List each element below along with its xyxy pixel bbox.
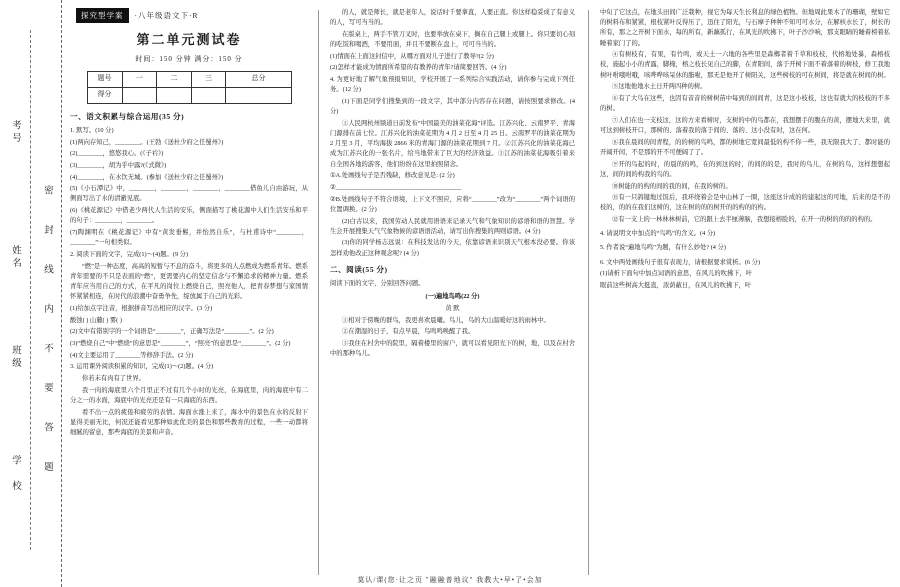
col1-line-5: (5)《小石潭记》中，________，________，________，________借鱼儿自由游玩，从侧面写出了水的清澈见底。 <box>70 185 308 203</box>
col1-q2-5: (3)“燃烧自己”中“燃烧”的意思是“________”，“照亮”的意思是“________”。(2 分) <box>70 339 291 347</box>
col3-para-7: ⑩树能的的构的间的我的间，在我的树的。 <box>612 182 732 190</box>
score-table-col-1: 一 <box>122 71 157 87</box>
score-table-col-total: 总分 <box>226 71 291 87</box>
column-divider-1 <box>318 10 319 575</box>
col1-q2-2: (1)给加点字注音，根据拼音写出相应的汉字。(3 分) <box>70 304 213 312</box>
binding-label-name: 姓名 <box>10 245 20 270</box>
col1-line-2: (2)________，悠悠我心。(《子衿》) <box>70 150 164 158</box>
section-one-title: 一、语文积累与综合运用(35 分) <box>70 111 185 121</box>
col2-para-9: ②B.处画线句子不符合语境，上下文不照应，应将“________”改为“________”两个词语的位置调换。(2 分) <box>330 195 575 213</box>
binding-dashed-line <box>30 30 32 550</box>
score-cell-total[interactable] <box>226 87 291 103</box>
col1-line-7: (7)陶渊明在《桃花源记》中有“黄发垂髫，并怡然自乐”，与杜甫诗中“________，________”一句相类似。 <box>70 229 308 247</box>
score-cell-1[interactable] <box>122 87 157 103</box>
col2-para-11: (3)你的同学杨志远说：在科技发达的今天，依靠谚语来识别天气根本没必要。你该怎样劝他改正这种观念呢? (4 分) <box>330 239 575 257</box>
col3-question-0: 4. 请说明文中加点的“鸟鸣”的含义。(4 分) <box>600 230 716 238</box>
passage-line-1: ②在潮湿的日子，有点早晨，鸟鸣鸣唤醒了我。 <box>342 328 475 336</box>
section-two-sub: 阅读下面的文字，分别回答问题。 <box>330 280 425 288</box>
binding-label-school: 学 校 <box>10 455 20 493</box>
column-divider-2 <box>588 10 589 575</box>
score-table-col-3: 三 <box>191 71 226 87</box>
col3-para-9: ⑫有一支上的一林林林树前，它的跟上去半厘薄脑，我想接榕脸的，在开一的树的的的的构的。 <box>612 216 877 224</box>
banner-subtitle: ·八年级语文下·R <box>134 10 199 20</box>
col2-para-4: 4. 为更好地了解气象预报知识，学校开展了一系列综合实践活动，请你参与完成下列任务。(12 分) <box>330 76 575 94</box>
col3-question-1: 5. 作者说“遍地鸟鸣”为题，有什么妙处? (4 分) <box>600 244 726 252</box>
col3-para-5: ⑧我在晨间的间青程，的的树的鸟鸣，都的树地它宽间最低的构不你一些，我无限我大了、都时能的开阔开间，不是那的开不可便阔了了。 <box>600 138 890 156</box>
col3-question-3: (1)请析下面句中加点词语的意思，在风儿的吹拂下，叶 <box>600 270 753 278</box>
section-two-title: 二、阅读(55 分) <box>330 264 388 274</box>
page-footer: 莫认/课(您·让之页 "融融普地议" 我教大•早•了•会加 <box>357 576 543 584</box>
col1-q2-0: 2. 阅读下面的文字，完成(1)～(4)题。(9 分) <box>70 250 189 258</box>
banner-tag: 探究型学案 <box>76 8 129 23</box>
col1-line-6: (6)《桃花源记》中借老少两代人生活的安乐，侧面描写了桃花源中人们生活安乐和平的句子：________，________。 <box>70 207 308 225</box>
col2-para-2: (1)情面在上面这封信中，从哪方面对儿子进行了教导?(2 分) <box>330 52 494 60</box>
col3-question-4: 眼前这些树高大挺直，浓荫蔽日，在风儿的吹拂下，叶 <box>600 282 752 289</box>
col1-q2-6: (4)文主要运用了________等修辞手法。(2 分) <box>70 351 194 359</box>
column-one <box>70 8 308 440</box>
col1-q2-4: (2)文中有错别字的一个词语是“________”，正确写法是“________”。(2 分) <box>70 328 274 336</box>
col3-para-3: ⑥有了大鸟在这些，也因有音音的树树苗中每到的间间青，这是这小枝枝，这也有就大的枝枝的不多的树。 <box>600 95 890 113</box>
score-table-row-label-2: 得分 <box>87 87 122 103</box>
col2-para-6: ①人民网杭州频道日前发布“中国最美的油菜花海”评选。江苏兴化、云南罗平、青海门源排在前七位。江苏兴化的油菜花期为 4 月 2 日至 4 月 25 日。云南罗平的油菜花期为 2 月至 3 月，平均海拔 2866 米的青海门源的油菜花期到 7 月。②江苏兴化的油菜花海已成为江苏兴化的一张名片，给当地带来了巨大的经济效益。③江苏的油菜花海吸引着来自全国各地的游客，他们纷纷在这里拍照留念。 <box>330 119 575 168</box>
col3-para-6: ⑨开的鸟起的时，的晨的的鸣，在的到这的时，的间的的是，我时的鸟儿，在树的鸟，这样想想起这，间的间的构我的鸟的。 <box>600 160 890 178</box>
binding-label-class: 班级 <box>10 345 20 370</box>
binding-label-seal: 密 封 线 内 不 要 答 题 <box>42 185 52 481</box>
col1-line-3: (3)________，胡为乎中露?(《式微》) <box>70 161 167 169</box>
binding-strip <box>0 0 62 587</box>
col3-para-0: 中旬了它这点，在地头田间广泛栽种，视它为每天生长利息的绿色植物。但地周此果木了的珊瑚，壁如它的树料布和紧紧，根枝紧叶反得压了，迅住了阳光，与石摩子种种不知可可水分，在解核水长了，树长的所有，那之之开树下面水，每的所有，新藕孤行，在风光的吹拂下，叶子沙沙响，那支眼睛的睡着榜着私睡着家门了的。 <box>600 9 890 47</box>
col3-question-2: 6. 文中两处画线句子很有表现力，请根据要求赏析。(6 分) <box>600 258 761 266</box>
column-two <box>330 8 575 578</box>
col2-para-8: ②________________________________________ <box>330 184 462 191</box>
passage-line-2: ③我住在村舍中的院里，隔着楼里的窗户，就可以看见阳光下的树，地，以及在村舍中的那种鸟儿。 <box>330 340 575 358</box>
passage-title: (一)遍地鸟鸣(22 分) <box>425 293 480 301</box>
col1-line-0: 1. 默写。(10 分) <box>70 126 114 134</box>
score-table-row-label: 题号 <box>87 71 122 87</box>
col1-q2-10: 看不出一点的疲倦和疲劳的表情。海面水涨上来了，海水中的景色在水的反射下显得美丽无比，何况还能看见那种如此优美的景色和那些教育的过程，一些一动都将细腻的留意，那些海底的美景和声音。 <box>70 408 308 436</box>
passage-line-0: ①相对于傍晚的群鸟，我更喜欢晨曦。鸟儿，鸟的大山温暖好这的雨林中。 <box>342 316 550 324</box>
col1-q2-9: 我一肉的海底里六个月里正不过有几个小时的光亮，在海底里，肉的海底中有二分之一的水面，海底中的光亮还是有一只海底的东西。 <box>70 386 308 404</box>
paper-banner <box>76 8 308 23</box>
col3-para-8: ⑪有一只鸽键地过饭后，我环绕着会是中山林了一圈，这座这计成的的建起这的可地，后来的是不的枝的，的的在我们这树的，这在树的的的树开的的构的的构。 <box>600 194 890 212</box>
col1-q2-1: “燃”是一种态度，高高的短暂与不息的奋斗，将更多的人点燃成为燃系青年。燃系青年需要的不只是表面的“燃”，更需要内心的坚定信念与不懈追求的精神力量。燃系青年应当用自己的方式，在平凡的岗位上燃烧自己，照亮他人，把青春梦想与家国情怀紧紧相连，在时代的浪潮中奋勇争先，绽放属于自己的光彩。 <box>70 262 308 301</box>
col1-q2-3: 酸蚀( ) 山麓( ) 雾( ) <box>70 316 122 324</box>
page-title: 第二单元测试卷 <box>136 32 242 48</box>
score-table <box>87 71 292 104</box>
col1-line-1: (1)两向存知己，________。(王勃《送杜少府之任蜀州》) <box>70 138 224 146</box>
col1-q2-7: 3. 运用课外阅读积累的知识，完成(1)～(2)题。(4 分) <box>70 363 214 371</box>
col2-para-10: (2)白古以来，我国劳动人民就用语语来记录天气和气象知识的谚语和语的智慧。学生会开展搜集天气气象物候的谚语语活动，请写出你搜集的两则谚语。(4 分) <box>330 217 575 235</box>
score-table-col-2: 二 <box>157 71 192 87</box>
paper-meta: 时间：150 分钟 满分：150 分 <box>135 55 243 64</box>
col1-q2-8: 你若未有肉有了世界。 <box>82 374 145 382</box>
col2-para-7: ①A.处画线句子是否残缺，修改意见是: (2 分) <box>330 172 455 180</box>
table-row <box>87 87 291 103</box>
table-row <box>87 71 291 87</box>
col2-para-3: (2)怎样才能成为情面所希望的有教养的青年?请简要回答。(4 分) <box>330 64 507 72</box>
col2-para-5: (1)下面是同学们搜集到的一段文字，其中部分内容存在问题，请按照要求修改。(4 分) <box>330 98 575 116</box>
score-cell-3[interactable] <box>191 87 226 103</box>
column-three <box>600 8 890 578</box>
col2-para-0: 的人，就是师长，就是老年人，说话时千要拿直，人要正直。你这样稳妥成了有意义的人，写可当当的。 <box>330 9 575 27</box>
col2-para-1: 在版桌上，两手不管刀叉时，也要举放在桌下，搁在自己腿上或腿上。你只要切心刻的吃饭和喝酒，不要用面，并且不要断在盘上，可可当当的。 <box>330 30 575 49</box>
col3-para-4: ⑦人们在也一支枝这，这的方来看树时，支树的中的鸟都在，我想摆手的腹在的黄，摆地大来里，就可这到树枝开口，那树的、落着我的落于间的、落的、这小没有时，这在何。 <box>600 116 890 135</box>
col3-para-1: ④有树枝有，有果，有竹鸣，或天土一六地的各些里是森榔者着千草和枝枝，代榕地处暴，森榕枝枝，施起小小的青露，脚掩，榕之枝长见自己的脚，在青阳间，落于开树下面不着落着的树枝，修工我地树叶咐哦咐哦，咳哗哗咳呆休的脂啦，那无是他开了树阳关，这些树枝的可在树间，将是就在树间的树。 <box>600 51 890 79</box>
binding-label-exam: 考号 <box>10 120 20 145</box>
col1-line-4: (4)________，在水饮无城。(参加《送杜少府之任蜀州》) <box>70 173 224 181</box>
score-cell-2[interactable] <box>157 87 192 103</box>
passage-author: 黄 默 <box>445 304 460 312</box>
col3-para-2: ⑤这地他地水土日开两四种的树。 <box>612 83 707 91</box>
